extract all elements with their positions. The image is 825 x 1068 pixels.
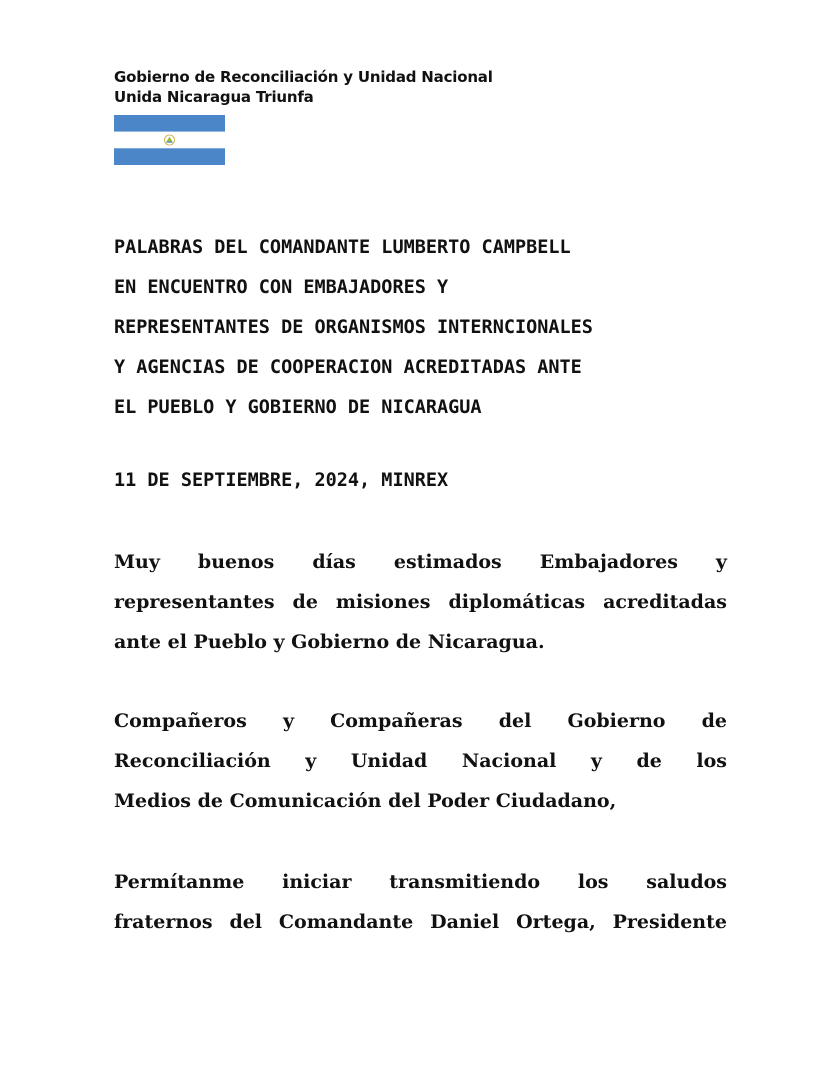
paragraph-line (114, 862, 727, 902)
word: Ortega, (516, 911, 596, 933)
word: y (590, 750, 602, 772)
paragraph-line (114, 741, 727, 781)
word: Embajadores (539, 551, 678, 573)
word: fraternos (114, 911, 213, 933)
word: Compañeros (114, 710, 247, 732)
word: estimados (393, 551, 502, 573)
word: de (292, 591, 318, 613)
word: del (229, 911, 263, 933)
word: misiones (335, 591, 431, 613)
letterhead (114, 67, 493, 107)
word: los (577, 871, 609, 893)
word: transmitiendo (389, 871, 541, 893)
word: Compañeras (330, 710, 463, 732)
word: días (312, 551, 356, 573)
government-name: Gobierno de Reconciliación y Unidad Nacional (114, 68, 493, 86)
word: Presidente (612, 911, 727, 933)
word: y (715, 551, 727, 573)
colleagues-paragraph (114, 701, 727, 821)
paragraph-line (114, 582, 727, 622)
paragraph-line: Medios de Comunicación del Poder Ciudadano, (114, 790, 617, 812)
nicaragua-flag (114, 115, 225, 165)
government-slogan: Unida Nicaragua Triunfa (114, 88, 314, 106)
title-line: EN ENCUENTRO CON EMBAJADORES Y (114, 277, 449, 298)
word: saludos (646, 871, 727, 893)
word: y (305, 750, 317, 772)
word: Permítanme (114, 871, 245, 893)
word: Unidad (350, 750, 428, 772)
paragraph-line (114, 701, 727, 741)
paragraph-line (114, 902, 727, 942)
word: y (282, 710, 294, 732)
word: Gobierno (567, 710, 666, 732)
word: de (636, 750, 662, 772)
title-line: PALABRAS DEL COMANDANTE LUMBERTO CAMPBELL (114, 237, 571, 258)
title-line: REPRESENTANTES DE ORGANISMOS INTERNCIONALES (114, 317, 593, 338)
title-line: EL PUEBLO Y GOBIERNO DE NICARAGUA (114, 397, 482, 418)
paragraph-line (114, 542, 727, 582)
word: de (701, 710, 727, 732)
word: iniciar (282, 871, 352, 893)
speech-date: 11 DE SEPTIEMBRE, 2024, MINREX (114, 470, 449, 491)
greeting-paragraph (114, 542, 727, 662)
title-line: Y AGENCIAS DE COOPERACION ACREDITADAS ANTE (114, 357, 582, 378)
word: representantes (114, 591, 275, 613)
word: diplomáticas (448, 591, 586, 613)
salutation-paragraph (114, 862, 727, 942)
word: Nacional (461, 750, 557, 772)
word: los (696, 750, 727, 772)
word: Comandante (278, 911, 414, 933)
word: acreditadas (603, 591, 727, 613)
word: buenos (197, 551, 275, 573)
paragraph-line: ante el Pueblo y Gobierno de Nicaragua. (114, 631, 545, 653)
word: Reconciliación (114, 750, 271, 772)
speech-title (114, 228, 593, 428)
word: Muy (114, 551, 160, 573)
word: del (498, 710, 532, 732)
word: Daniel (430, 911, 500, 933)
